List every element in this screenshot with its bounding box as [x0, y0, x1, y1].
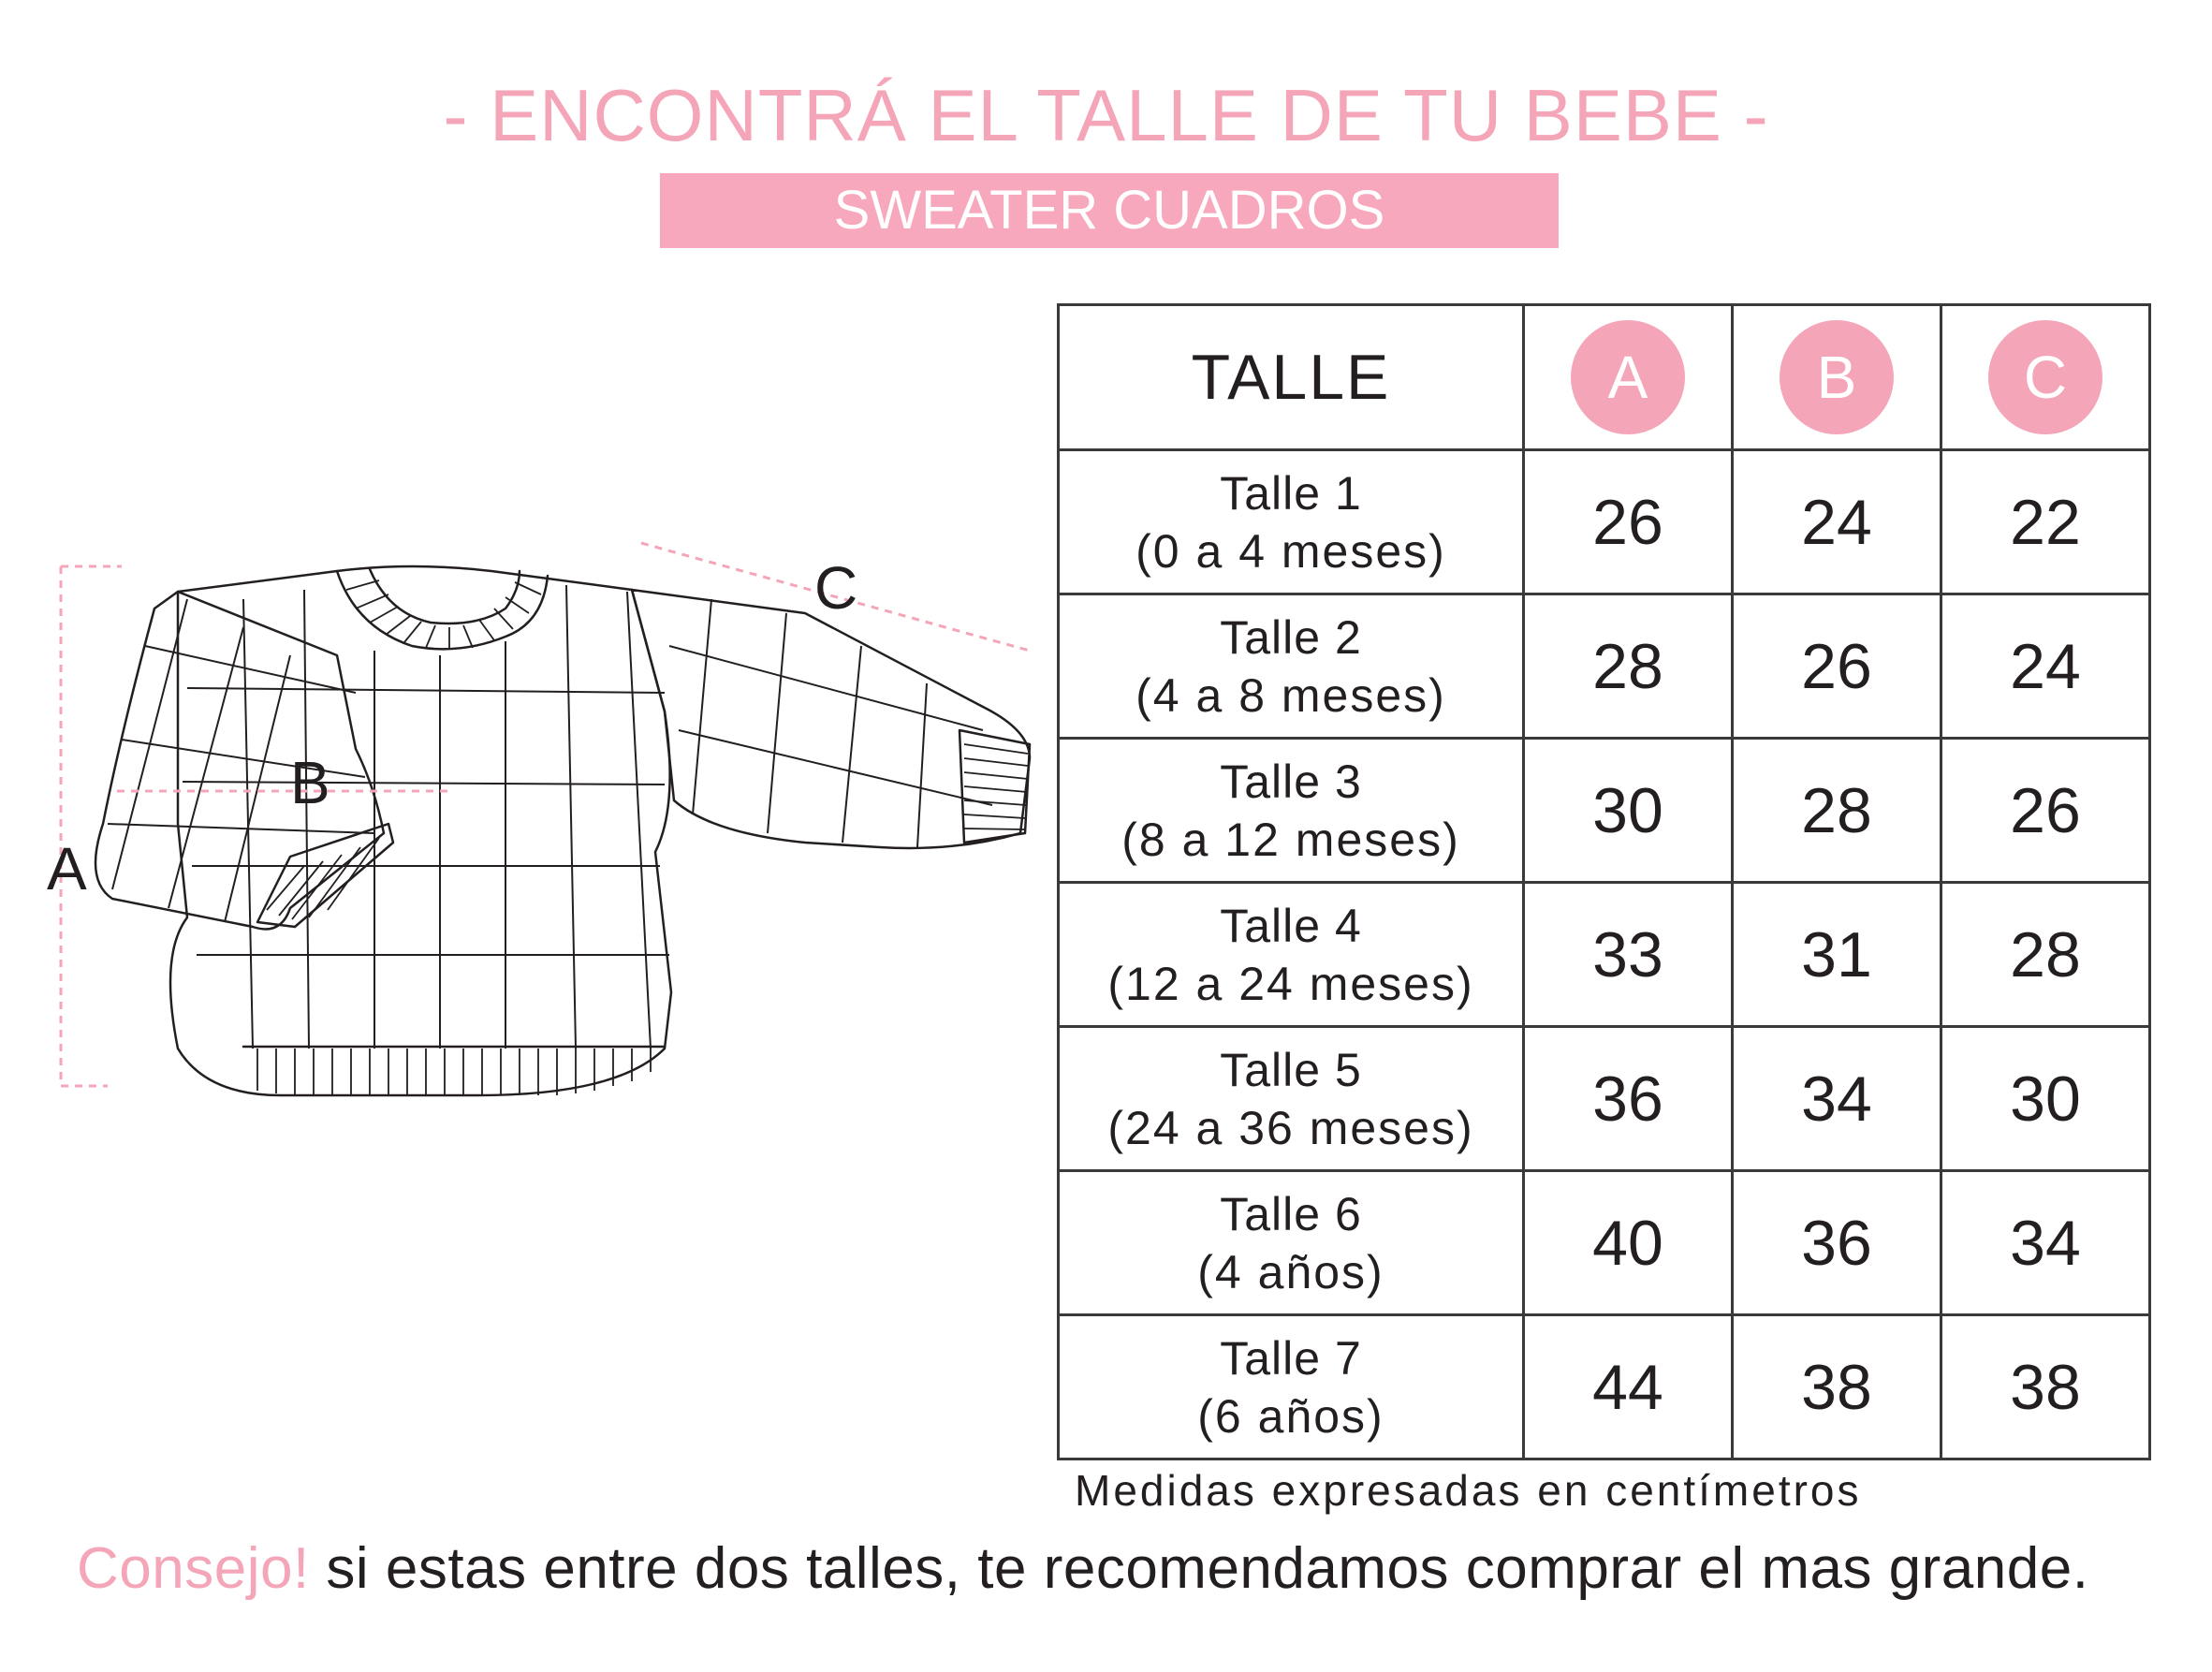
- measure-a-line: [61, 566, 122, 1086]
- value-c: 28: [1941, 883, 2150, 1027]
- value-a: 36: [1524, 1027, 1733, 1171]
- size-cell: [1059, 1171, 1524, 1315]
- badge-a: A: [1571, 320, 1685, 434]
- size-name: Talle 6: [1220, 1187, 1362, 1240]
- value-c: 26: [1941, 739, 2150, 883]
- table-row: [1059, 883, 2150, 1027]
- label-a: A: [47, 835, 87, 902]
- size-name: Talle 1: [1220, 466, 1362, 520]
- size-age: (8 a 12 meses): [1121, 813, 1460, 866]
- table-row: [1059, 450, 2150, 594]
- value-a: 26: [1524, 450, 1733, 594]
- sweater-diagram: [47, 543, 1048, 1123]
- size-cell: [1059, 739, 1524, 883]
- size-name: Talle 4: [1220, 899, 1362, 952]
- badge-c: C: [1988, 320, 2102, 434]
- table-row: [1059, 1315, 2150, 1459]
- label-c: C: [814, 554, 858, 622]
- size-name: Talle 3: [1220, 755, 1362, 808]
- size-cell: [1059, 450, 1524, 594]
- header-size: TALLE: [1059, 305, 1524, 450]
- value-b: 26: [1733, 594, 1941, 739]
- size-age: (0 a 4 meses): [1135, 524, 1446, 578]
- product-banner: SWEATER CUADROS: [660, 173, 1559, 248]
- table-row: [1059, 1171, 2150, 1315]
- size-name: Talle 7: [1220, 1331, 1362, 1385]
- value-a: 30: [1524, 739, 1733, 883]
- value-c: 34: [1941, 1171, 2150, 1315]
- value-a: 44: [1524, 1315, 1733, 1459]
- size-cell: [1059, 1315, 1524, 1459]
- value-b: 38: [1733, 1315, 1941, 1459]
- value-c: 30: [1941, 1027, 2150, 1171]
- value-b: 36: [1733, 1171, 1941, 1315]
- value-b: 28: [1733, 739, 1941, 883]
- advice-lead: Consejo!: [77, 1536, 310, 1601]
- table-row: [1059, 594, 2150, 739]
- table-header-row: [1059, 305, 2150, 450]
- collar-inner: [370, 569, 520, 623]
- size-chart-table: [1057, 303, 2151, 1460]
- value-a: 33: [1524, 883, 1733, 1027]
- right-sleeve-outline: [632, 590, 1030, 848]
- label-b: B: [290, 749, 330, 816]
- value-b: 31: [1733, 883, 1941, 1027]
- size-cell: [1059, 883, 1524, 1027]
- header-b: [1733, 305, 1941, 450]
- advice-text: [77, 1535, 2088, 1602]
- size-age: (4 años): [1197, 1245, 1384, 1298]
- value-a: 28: [1524, 594, 1733, 739]
- badge-b: B: [1780, 320, 1894, 434]
- value-c: 22: [1941, 450, 2150, 594]
- sweater-body-outline: [170, 566, 671, 1095]
- header-a: [1524, 305, 1733, 450]
- size-age: (12 a 24 meses): [1107, 957, 1474, 1010]
- value-c: 24: [1941, 594, 2150, 739]
- size-age: (6 años): [1197, 1389, 1384, 1443]
- value-b: 24: [1733, 450, 1941, 594]
- table-row: [1059, 1027, 2150, 1171]
- size-name: Talle 2: [1220, 610, 1362, 664]
- value-a: 40: [1524, 1171, 1733, 1315]
- units-note: Medidas expresadas en centímetros: [1075, 1466, 1862, 1515]
- page-title: - ENCONTRÁ EL TALLE DE TU BEBE -: [443, 74, 1769, 156]
- size-cell: [1059, 1027, 1524, 1171]
- size-age: (4 a 8 meses): [1135, 668, 1446, 722]
- size-age: (24 a 36 meses): [1107, 1101, 1474, 1154]
- header-c: [1941, 305, 2150, 450]
- advice-body: si estas entre dos talles, te recomendamos comprar el mas grande.: [309, 1536, 2089, 1601]
- size-name: Talle 5: [1220, 1043, 1362, 1096]
- value-c: 38: [1941, 1315, 2150, 1459]
- size-cell: [1059, 594, 1524, 739]
- table-row: [1059, 739, 2150, 883]
- value-b: 34: [1733, 1027, 1941, 1171]
